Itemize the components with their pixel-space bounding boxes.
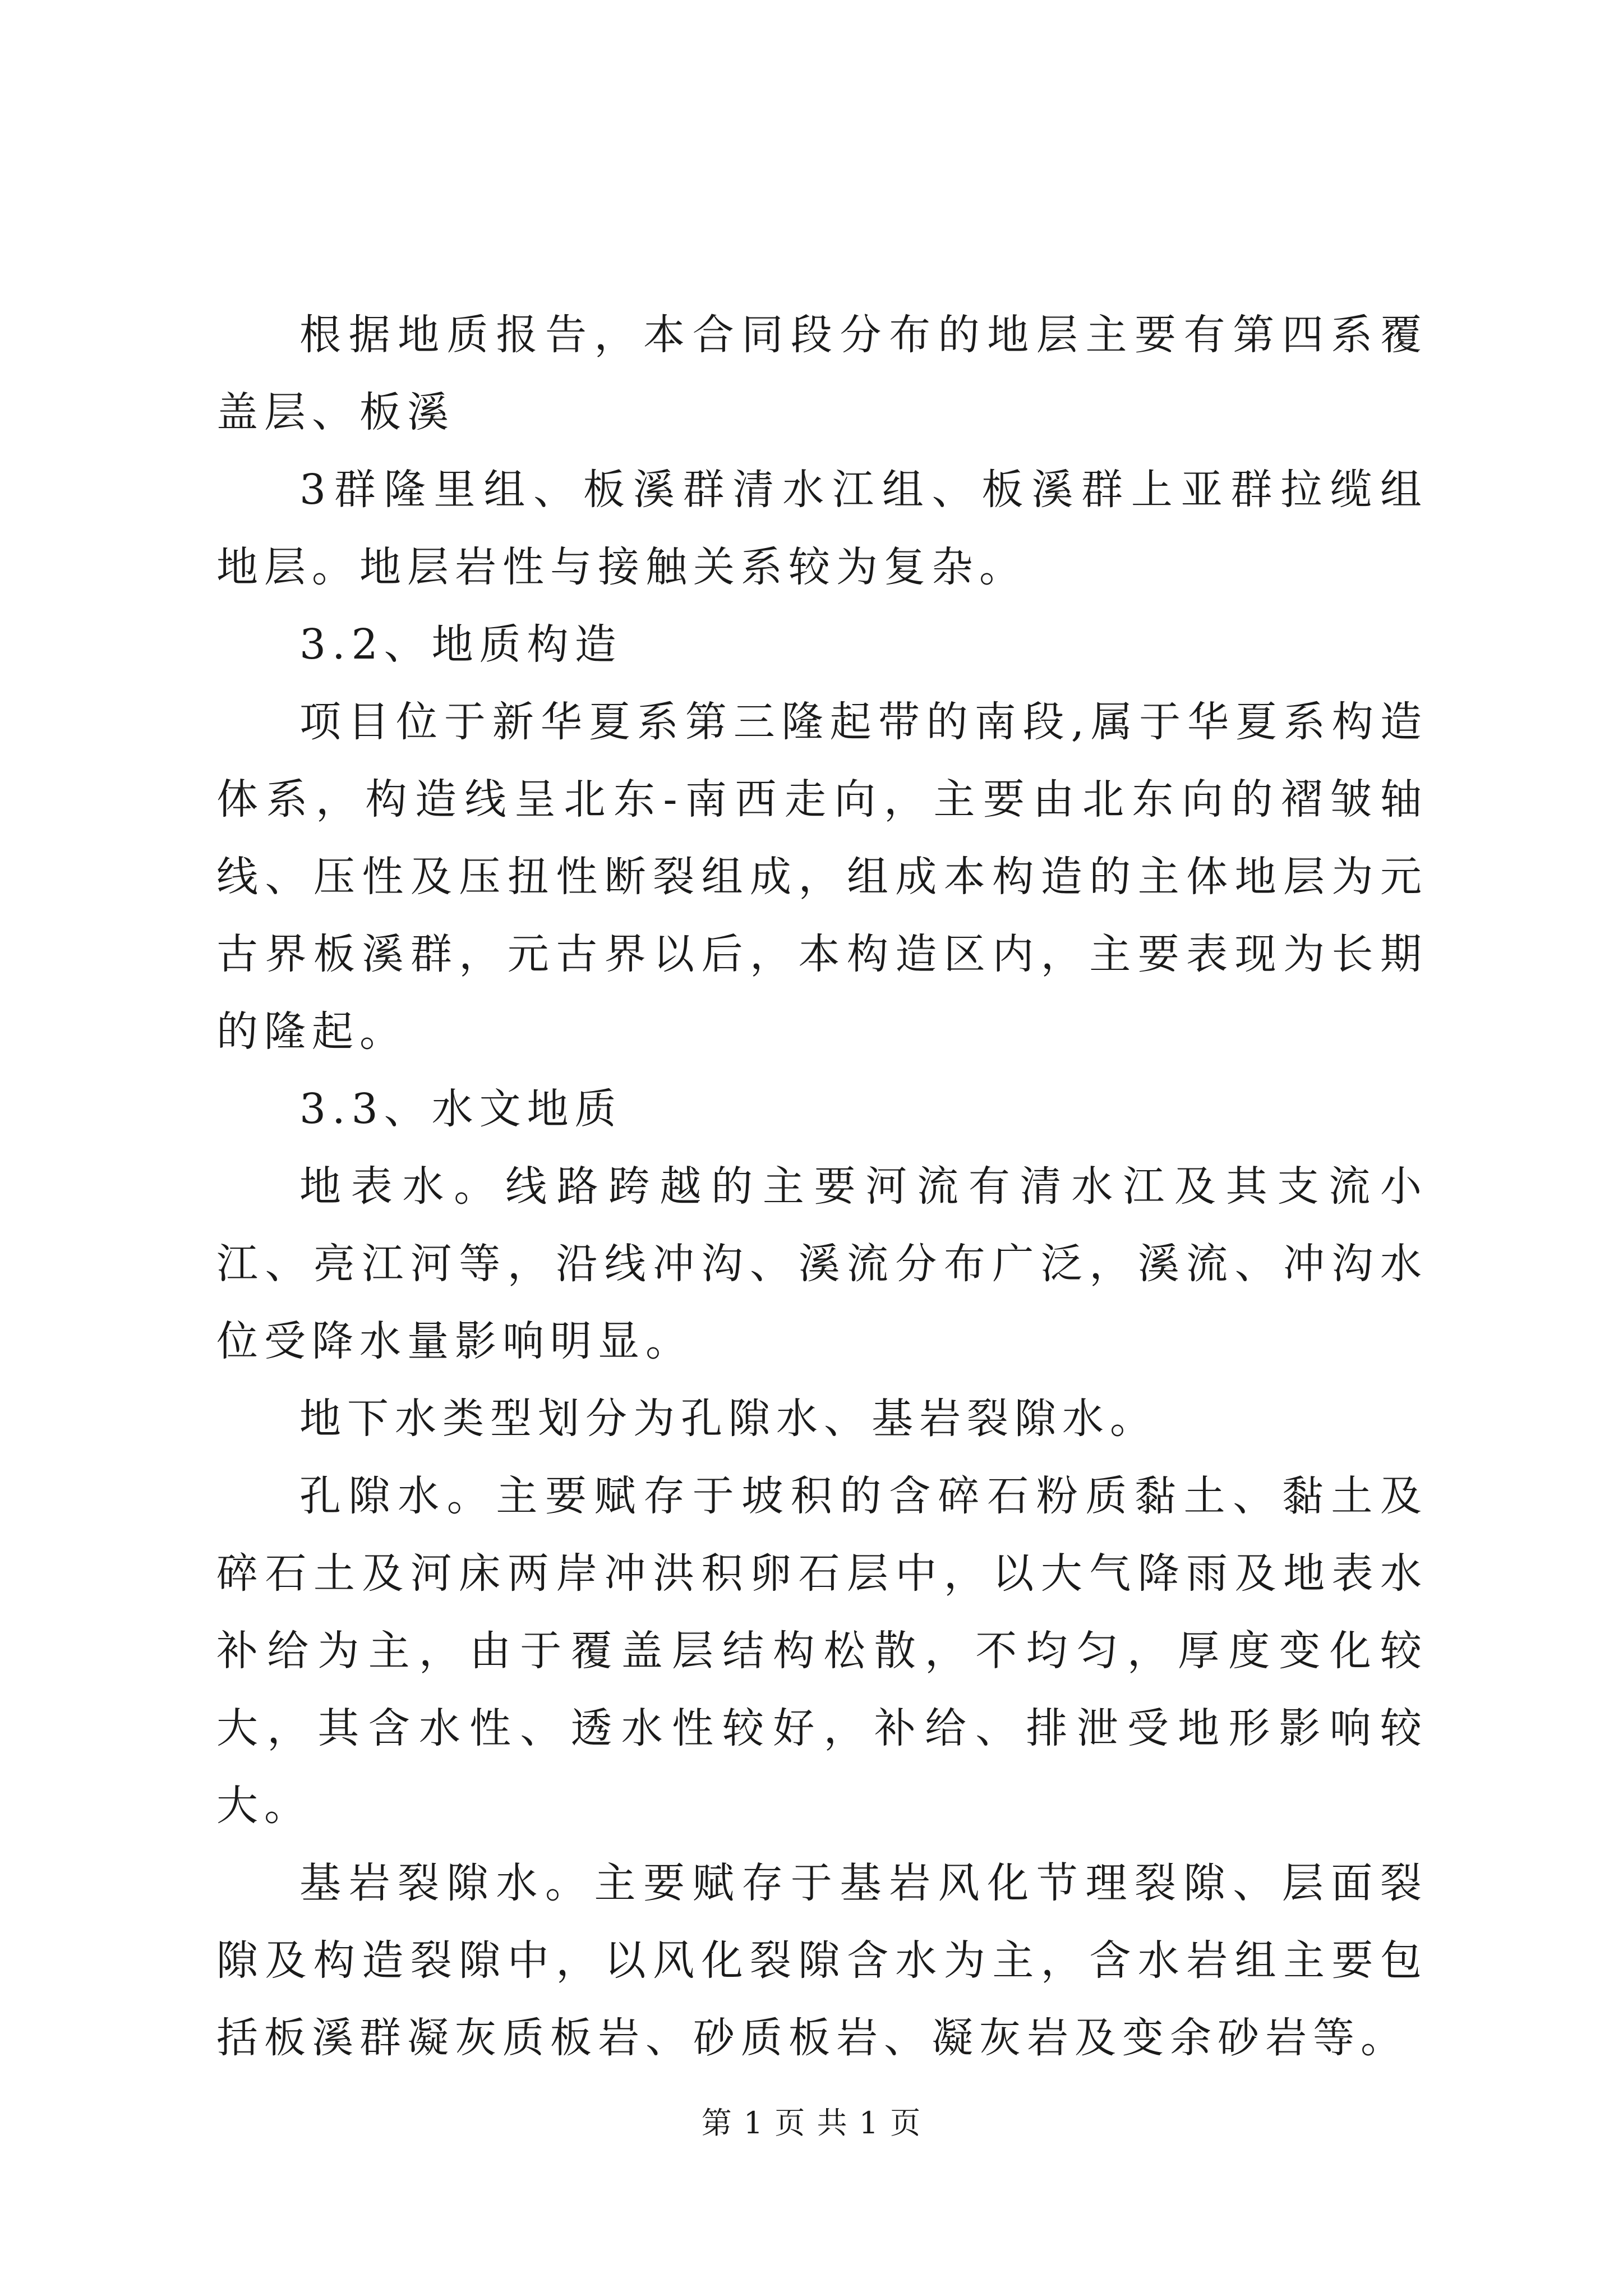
paragraph-groundwater-types: 地下水类型划分为孔隙水、基岩裂隙水。	[299, 1395, 1158, 1443]
paragraph-strata: 根据地质报告，本合同段分布的地层主要有第四系覆盖层、板溪	[216, 311, 1428, 436]
section-heading-hydrogeology: 3.3、水文地质	[299, 1085, 623, 1133]
section-heading-geologic-structure: 3.2、地质构造	[299, 620, 623, 669]
page-footer: 第 1 页 共 1 页	[701, 2105, 922, 2141]
paragraph-pore-water: 孔隙水。主要赋存于坡积的含碎石粉质黏土、黏土及碎石土及河床两岸冲洪积卵石层中，以大气降雨及地表水补给为主，由于覆盖层结构松散，不均匀，厚度变化较大，其含水性、透水性较好，补给、排泄受地形影响较大。	[216, 1472, 1428, 1830]
paragraph-strata-continued: 3群隆里组、板溪群清水江组、板溪群上亚群拉缆组地层。地层岩性与接触关系较为复杂。	[216, 466, 1428, 591]
paragraph-bedrock-fissure-water: 基岩裂隙水。主要赋存于基岩风化节理裂隙、层面裂隙及构造裂隙中，以风化裂隙含水为主，含水岩组主要包括板溪群凝灰质板岩、砂质板岩、凝灰岩及变余砂岩等。	[216, 1859, 1428, 2062]
paragraph-surface-water: 地表水。线路跨越的主要河流有清水江及其支流小江、亮江河等，沿线冲沟、溪流分布广泛，溪流、冲沟水位受降水量影响明显。	[216, 1162, 1428, 1365]
document-body	[216, 296, 1428, 2077]
paragraph-geologic-structure: 项目位于新华夏系第三隆起带的南段,属于华夏系构造体系，构造线呈北东-南西走向，主要由北东向的褶皱轴线、压性及压扭性断裂组成，组成本构造的主体地层为元古界板溪群，元古界以后，本构造区内，主要表现为长期的隆起。	[216, 698, 1428, 1056]
